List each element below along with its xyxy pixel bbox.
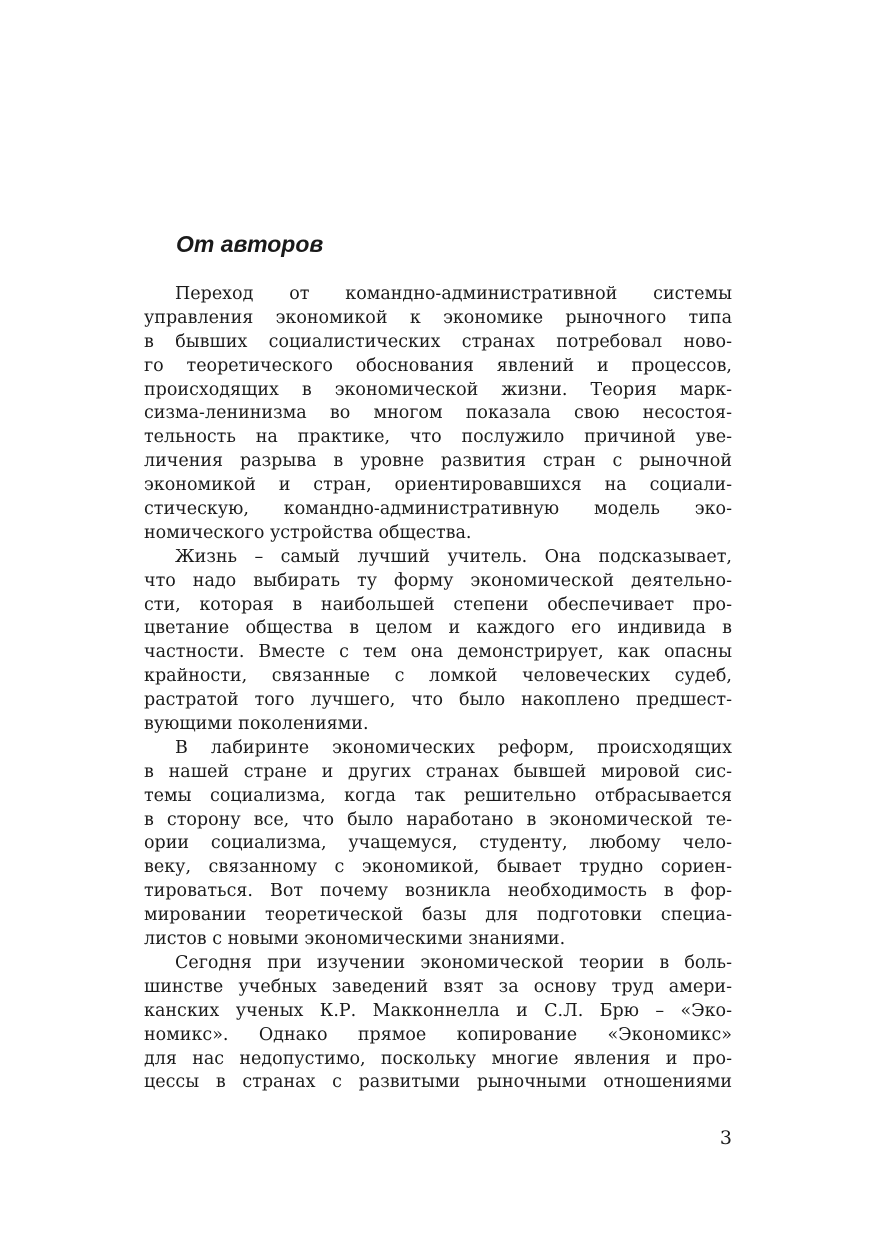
text-line: крайности, связанные с ломкой человеческих судеб, — [144, 666, 732, 687]
text-line: мировании теоретической базы для подготовки специа- — [144, 905, 732, 926]
text-line: номического устройства общества. — [144, 522, 472, 543]
text-line: частности. Вместе с тем она демонстрирует, как опасны — [144, 642, 732, 663]
text-line: происходящих в экономической жизни. Теория марк- — [144, 379, 732, 400]
text-line: цветание общества в целом и каждого его индивида в — [144, 618, 732, 639]
text-line: растратой того лучшего, что было накоплено предшест- — [144, 690, 732, 711]
text-line: ории социализма, учащемуся, студенту, любому чело- — [144, 833, 732, 854]
text-line: вующими поколениями. — [144, 714, 369, 735]
text-line: стическую, командно-административную модель эко- — [144, 499, 732, 520]
text-line: управления экономикой к экономике рыночного типа — [144, 307, 732, 328]
paragraph-3 — [144, 737, 732, 952]
text-line: Переход от командно-административной системы — [175, 284, 732, 304]
page-number: 3 — [719, 1127, 732, 1149]
text-line: личения разрыва в уровне развития стран с рыночной — [144, 451, 732, 472]
text-line: Жизнь – самый лучший учитель. Она подсказывает, — [175, 546, 732, 567]
text-line: сти, которая в наибольшей степени обеспечивает про- — [144, 594, 732, 615]
text-line: шинстве учебных заведений взят за основу труд амери- — [144, 976, 732, 997]
text-line: для нас недопустимо, поскольку многие явления и про- — [144, 1048, 732, 1069]
body-text — [144, 283, 732, 1095]
text-line: сизма-ленинизма во многом показала свою несостоя- — [144, 403, 732, 424]
text-line: канских ученых К.Р. Макконнелла и С.Л. Брю – «Эко- — [144, 1000, 732, 1021]
text-line: тельность на практике, что послужило причиной уве- — [144, 427, 732, 448]
text-line: экономикой и стран, ориентировавшихся на социали- — [144, 475, 732, 496]
text-line: го теоретического обоснования явлений и процессов, — [144, 355, 732, 376]
text-line: в бывших социалистических странах потребовал ново- — [144, 331, 732, 352]
text-line: номикс». Однако прямое копирование «Экономикс» — [144, 1024, 732, 1045]
paragraph-1 — [144, 283, 732, 546]
text-line: Сегодня при изучении экономической теории в боль- — [175, 952, 732, 973]
text-line: темы социализма, когда так решительно отбрасывается — [144, 785, 732, 806]
text-line: в сторону все, что было наработано в экономической те- — [144, 809, 732, 830]
text-line: тироваться. Вот почему возникла необходимость в фор- — [144, 881, 732, 902]
section-heading: От авторов — [176, 231, 324, 257]
text-line: в нашей стране и других странах бывшей мировой сис- — [144, 761, 732, 782]
text-line: цессы в странах с развитыми рыночными отношениями — [144, 1072, 732, 1093]
text-line: что надо выбирать ту форму экономической деятельно- — [144, 570, 732, 591]
paragraph-2 — [144, 546, 732, 737]
text-line: листов с новыми экономическими знаниями. — [144, 929, 566, 950]
text-line: веку, связанному с экономикой, бывает трудно сориен- — [144, 857, 732, 878]
paragraph-4 — [144, 952, 732, 1095]
text-line: В лабиринте экономических реформ, происходящих — [175, 737, 732, 758]
